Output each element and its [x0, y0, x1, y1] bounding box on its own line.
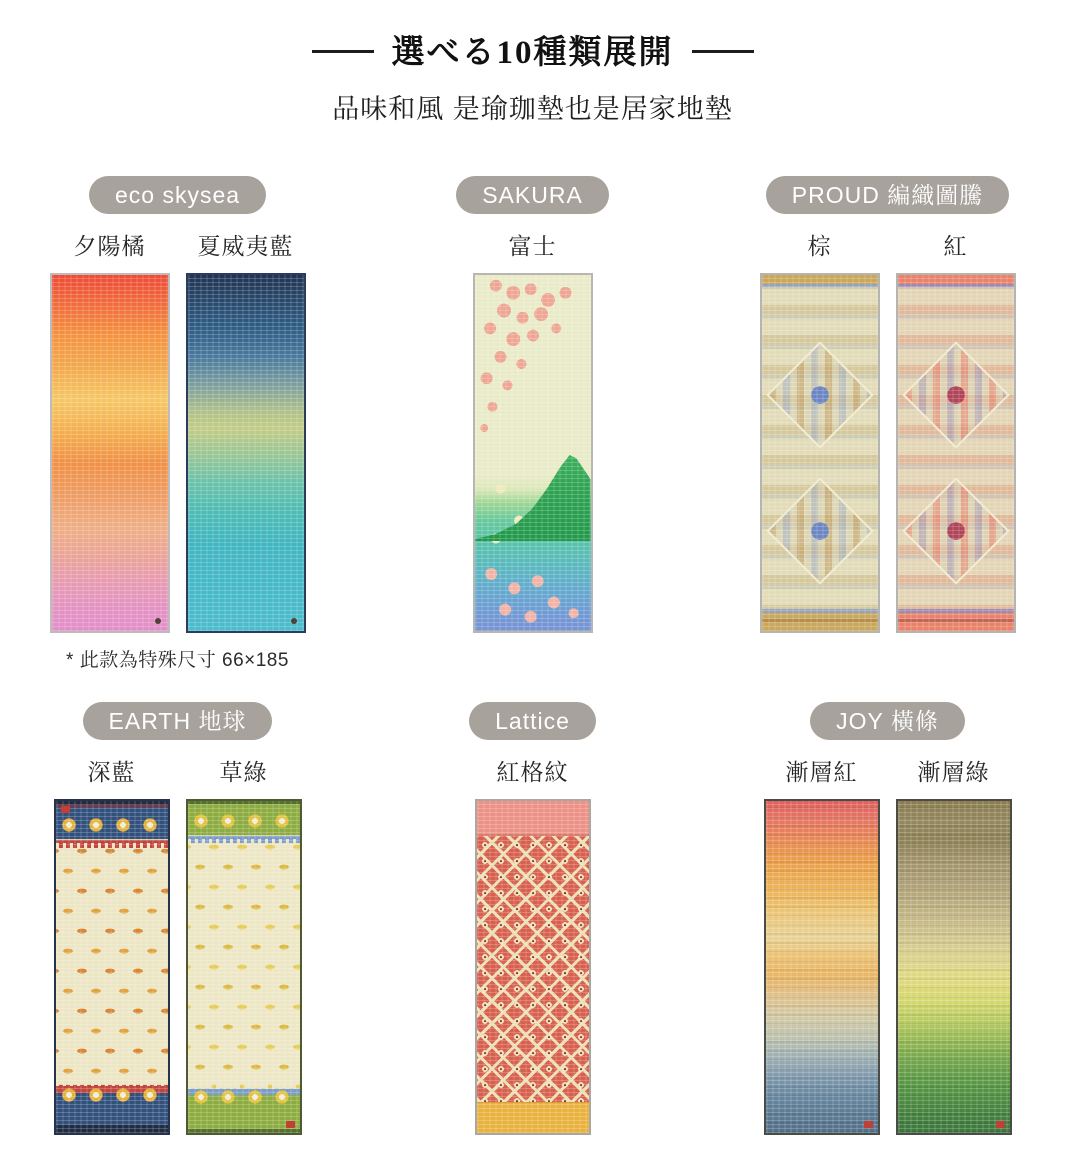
- brand-tag: [286, 1121, 295, 1128]
- title-dash-left: [312, 50, 374, 53]
- series-badge-proud: PROUD 編織圖騰: [766, 176, 1009, 214]
- mat-image-sakura-fuji: [473, 273, 593, 633]
- mat-image-lattice-red: [475, 799, 591, 1135]
- variant-proud-brown: [760, 228, 880, 633]
- variant-earth-deep-blue: [54, 754, 170, 1135]
- brand-dot: [155, 618, 161, 624]
- weave-texture: [898, 801, 1010, 1133]
- title-dash-right: [692, 50, 754, 53]
- variant-proud-red: [896, 228, 1016, 633]
- variant-label: 夕陽橘: [73, 233, 146, 259]
- variant-label: 富士: [508, 233, 557, 259]
- weave-texture: [898, 275, 1014, 631]
- variant-earth-grass-green: [186, 754, 302, 1135]
- weave-texture: [475, 275, 591, 631]
- brand-tag: [864, 1121, 873, 1128]
- mat-image-joy-gradient-green: [896, 799, 1012, 1135]
- brand-dot: [291, 618, 297, 624]
- product-grid: [0, 176, 1065, 1135]
- weave-texture: [52, 275, 168, 631]
- variant-label: 草綠: [219, 759, 268, 785]
- group-sakura: [355, 176, 710, 633]
- variant-list: [764, 754, 1012, 1135]
- weave-texture: [477, 801, 589, 1133]
- weave-texture: [188, 801, 300, 1133]
- mat-image-sunset-orange: [50, 273, 170, 633]
- variant-sunset-orange: [50, 228, 170, 633]
- variant-list: [760, 228, 1016, 633]
- weave-texture: [188, 275, 304, 631]
- variant-label: 漸層紅: [785, 759, 858, 785]
- mat-image-proud-red: [896, 273, 1016, 633]
- variant-joy-gradient-red: [764, 754, 880, 1135]
- series-badge-joy: JOY 橫條: [810, 702, 965, 740]
- variant-label: 夏威夷藍: [197, 233, 294, 259]
- variant-hawaii-blue: [186, 228, 306, 633]
- mat-image-proud-brown: [760, 273, 880, 633]
- weave-texture: [56, 801, 168, 1133]
- variant-fuji: [473, 228, 593, 633]
- group-lattice: [355, 702, 710, 1135]
- group-eco-skysea: [0, 176, 355, 672]
- variant-list: [50, 228, 306, 633]
- brand-tag: [996, 1121, 1005, 1128]
- brand-tag: [61, 806, 70, 813]
- page-subtitle: 品味和風 是瑜珈墊也是居家地墊: [332, 94, 733, 124]
- weave-texture: [762, 275, 878, 631]
- variant-label: 紅格紋: [496, 759, 569, 785]
- variant-list: [473, 228, 593, 633]
- variant-label: 深藍: [87, 759, 136, 785]
- variant-label: 紅: [943, 233, 968, 259]
- variant-label: 棕: [807, 233, 832, 259]
- group-earth: [0, 702, 355, 1135]
- series-badge-eco-skysea: eco skysea: [89, 176, 266, 214]
- size-note: * 此款為特殊尺寸 66×185: [66, 650, 289, 671]
- variant-lattice-red: [475, 754, 591, 1135]
- group-joy: [710, 702, 1065, 1135]
- series-badge-sakura: SAKURA: [456, 176, 609, 214]
- series-badge-lattice: Lattice: [469, 702, 596, 740]
- weave-texture: [766, 801, 878, 1133]
- variant-joy-gradient-green: [896, 754, 1012, 1135]
- page-title-row: [0, 26, 1065, 73]
- group-proud: [710, 176, 1065, 633]
- mat-image-earth-deep-blue: [54, 799, 170, 1135]
- mat-image-earth-grass-green: [186, 799, 302, 1135]
- mat-image-hawaii-blue: [186, 273, 306, 633]
- series-badge-earth: EARTH 地球: [83, 702, 273, 740]
- variant-list: [54, 754, 302, 1135]
- variant-list: [475, 754, 591, 1135]
- variant-label: 漸層綠: [917, 759, 990, 785]
- mat-image-joy-gradient-red: [764, 799, 880, 1135]
- page-title: 選べる10種類展開: [391, 35, 674, 71]
